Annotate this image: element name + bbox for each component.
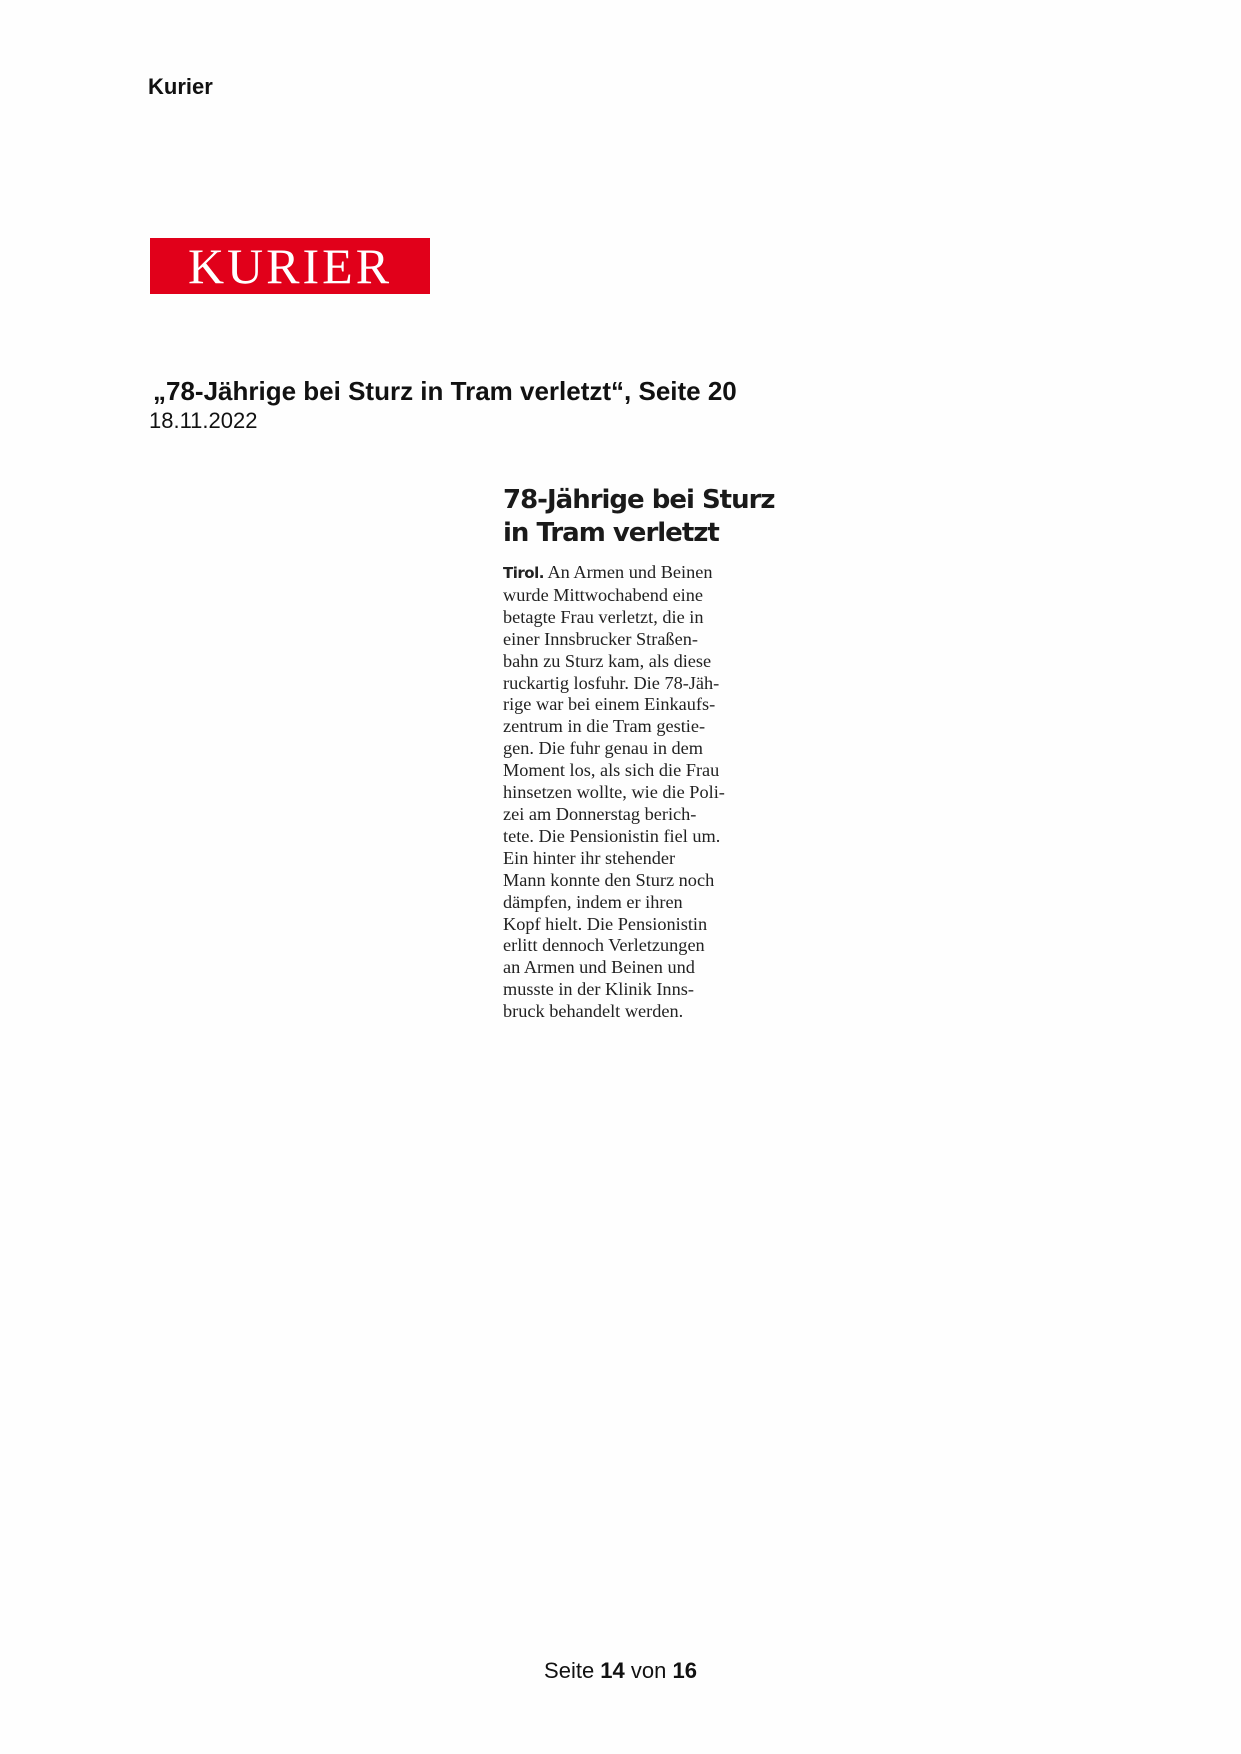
clipping-body	[503, 562, 758, 1023]
body-line: zentrum in die Tram gestie-	[503, 716, 706, 737]
body-line	[503, 562, 758, 585]
clipping-lead: Tirol.	[503, 564, 544, 582]
body-line: ruckartig losfuhr. Die 78-Jäh-	[503, 672, 720, 693]
body-line: musste in der Klinik Inns-	[503, 979, 694, 1000]
page-footer	[0, 1658, 1241, 1684]
newspaper-clipping	[503, 484, 775, 1023]
headline-line: 78-Jährige bei Sturz	[503, 485, 775, 515]
body-line: hinsetzen wollte, wie die Poli-	[503, 782, 725, 803]
footer-page-number: 14	[600, 1658, 625, 1683]
body-line: tete. Die Pensionistin fiel um.	[503, 825, 721, 846]
body-line: bahn zu Sturz kam, als diese	[503, 650, 712, 671]
body-line-text: An Armen und Beinen	[543, 562, 713, 582]
body-line: zei am Donnerstag berich-	[503, 803, 697, 824]
body-line: gen. Die fuhr genau in dem	[503, 738, 704, 759]
body-line: Ein hinter ihr stehender	[503, 847, 676, 868]
kurier-logo	[150, 238, 430, 294]
body-line: bruck behandelt werden.	[503, 1001, 684, 1022]
body-line: an Armen und Beinen und	[503, 957, 695, 978]
body-line: wurde Mittwochabend eine	[503, 584, 704, 605]
headline-line: in Tram verletzt	[503, 518, 719, 548]
body-line: rige war bei einem Einkaufs-	[503, 694, 716, 715]
body-line: dämpfen, indem er ihren	[503, 891, 683, 912]
logo-text: KURIER	[187, 238, 393, 294]
body-line: Moment los, als sich die Frau	[503, 760, 720, 781]
article-reference-title: „78-Jährige bei Sturz in Tram verletzt“, Seite 20	[153, 376, 737, 406]
body-line: erlitt dennoch Verletzungen	[503, 935, 705, 956]
article-date: 18.11.2022	[149, 408, 258, 433]
body-line: einer Innsbrucker Straßen-	[503, 628, 698, 649]
header-source: Kurier	[148, 74, 213, 99]
clipping-headline	[503, 484, 775, 550]
body-line: Mann konnte den Sturz noch	[503, 869, 715, 890]
footer-prefix: Seite	[544, 1658, 601, 1683]
footer-middle: von	[624, 1658, 673, 1683]
body-line: Kopf hielt. Die Pensionistin	[503, 913, 708, 934]
body-line: betagte Frau verletzt, die in	[503, 606, 704, 627]
footer-page-total: 16	[672, 1658, 697, 1683]
